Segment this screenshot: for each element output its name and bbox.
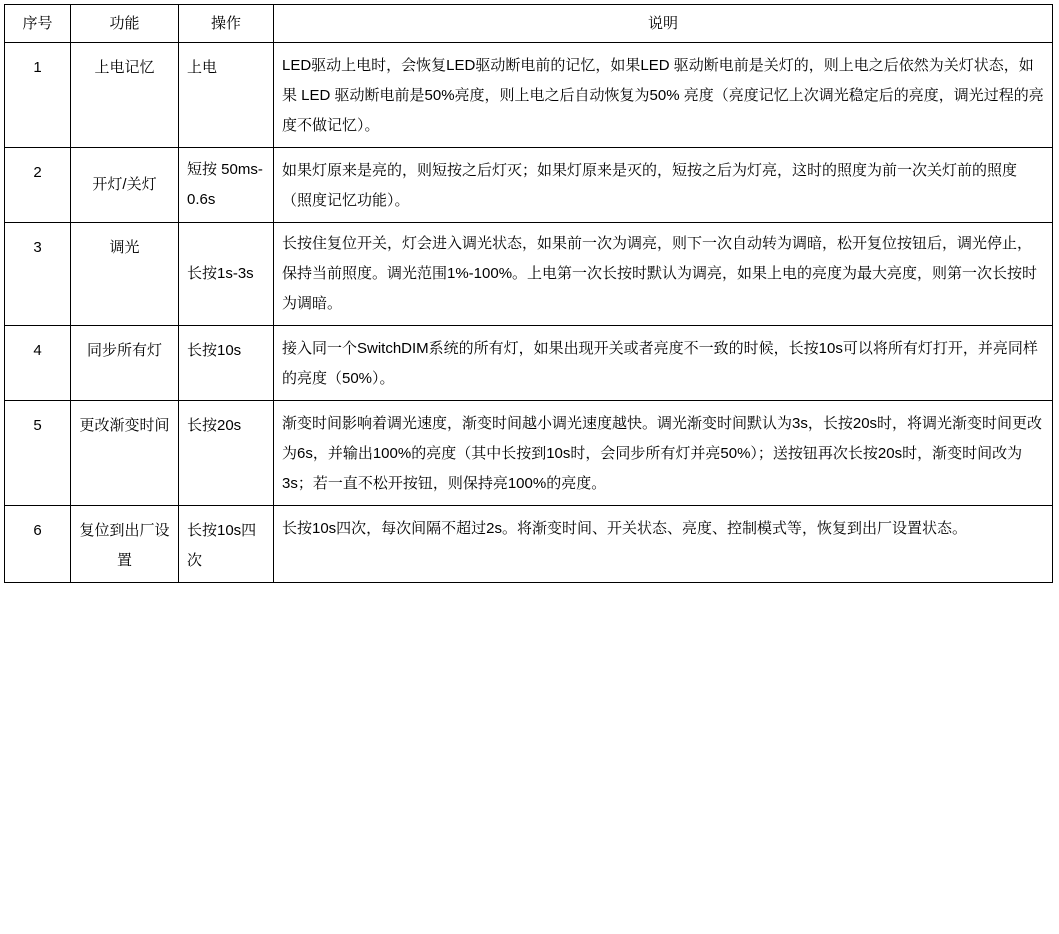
- cell-description: 接入同一个SwitchDIM系统的所有灯，如果出现开关或者亮度不一致的时候，长按10s可以将所有灯打开，并亮同样的亮度（50%）。: [274, 326, 1053, 401]
- column-header-description: 说明: [274, 5, 1053, 43]
- cell-description: LED驱动上电时，会恢复LED驱动断电前的记忆，如果LED 驱动断电前是关灯的，则上电之后依然为关灯状态，如果 LED 驱动断电前是50%亮度，则上电之后自动恢复为50% 亮度（亮度记忆上次调光稳定后的亮度，调光过程的亮度不做记忆）。: [274, 43, 1053, 148]
- function-spec-table: [4, 4, 1053, 583]
- table-row: [5, 148, 1053, 223]
- cell-index: 1: [5, 43, 71, 148]
- cell-operation: 上电: [179, 43, 274, 148]
- cell-operation: 长按1s-3s: [179, 223, 274, 326]
- cell-description: 长按10s四次，每次间隔不超过2s。将渐变时间、开关状态、亮度、控制模式等，恢复到出厂设置状态。: [274, 506, 1053, 583]
- cell-description: 渐变时间影响着调光速度，渐变时间越小调光速度越快。调光渐变时间默认为3s，长按20s时，将调光渐变时间更改为6s，并输出100%的亮度（其中长按到10s时，会同步所有灯并亮50%）；送按钮再次长按20s时，渐变时间改为3s；若一直不松开按钮，则保持亮100%的亮度。: [274, 401, 1053, 506]
- cell-function: 上电记忆: [71, 43, 179, 148]
- column-header-index: 序号: [5, 5, 71, 43]
- table-row: [5, 401, 1053, 506]
- cell-description: 如果灯原来是亮的，则短按之后灯灭；如果灯原来是灭的，短按之后为灯亮，这时的照度为前一次关灯前的照度（照度记忆功能）。: [274, 148, 1053, 223]
- cell-index: 2: [5, 148, 71, 223]
- table-row: [5, 506, 1053, 583]
- cell-function: 调光: [71, 223, 179, 326]
- cell-function: 同步所有灯: [71, 326, 179, 401]
- cell-index: 3: [5, 223, 71, 326]
- cell-operation: 长按10s: [179, 326, 274, 401]
- cell-operation: 长按20s: [179, 401, 274, 506]
- cell-operation: 长按10s四次: [179, 506, 274, 583]
- cell-index: 4: [5, 326, 71, 401]
- column-header-operation: 操作: [179, 5, 274, 43]
- cell-function: 复位到出厂设置: [71, 506, 179, 583]
- cell-index: 6: [5, 506, 71, 583]
- table-row: [5, 43, 1053, 148]
- table-row: [5, 326, 1053, 401]
- cell-index: 5: [5, 401, 71, 506]
- cell-operation: 短按 50ms-0.6s: [179, 148, 274, 223]
- column-header-function: 功能: [71, 5, 179, 43]
- cell-description: 长按住复位开关，灯会进入调光状态，如果前一次为调亮，则下一次自动转为调暗，松开复位按钮后，调光停止，保持当前照度。调光范围1%-100%。上电第一次长按时默认为调亮，如果上电的亮度为最大亮度，则第一次长按时为调暗。: [274, 223, 1053, 326]
- table-header-row: [5, 5, 1053, 43]
- table-row: [5, 223, 1053, 326]
- cell-function: 更改渐变时间: [71, 401, 179, 506]
- cell-function: 开灯/关灯: [71, 148, 179, 223]
